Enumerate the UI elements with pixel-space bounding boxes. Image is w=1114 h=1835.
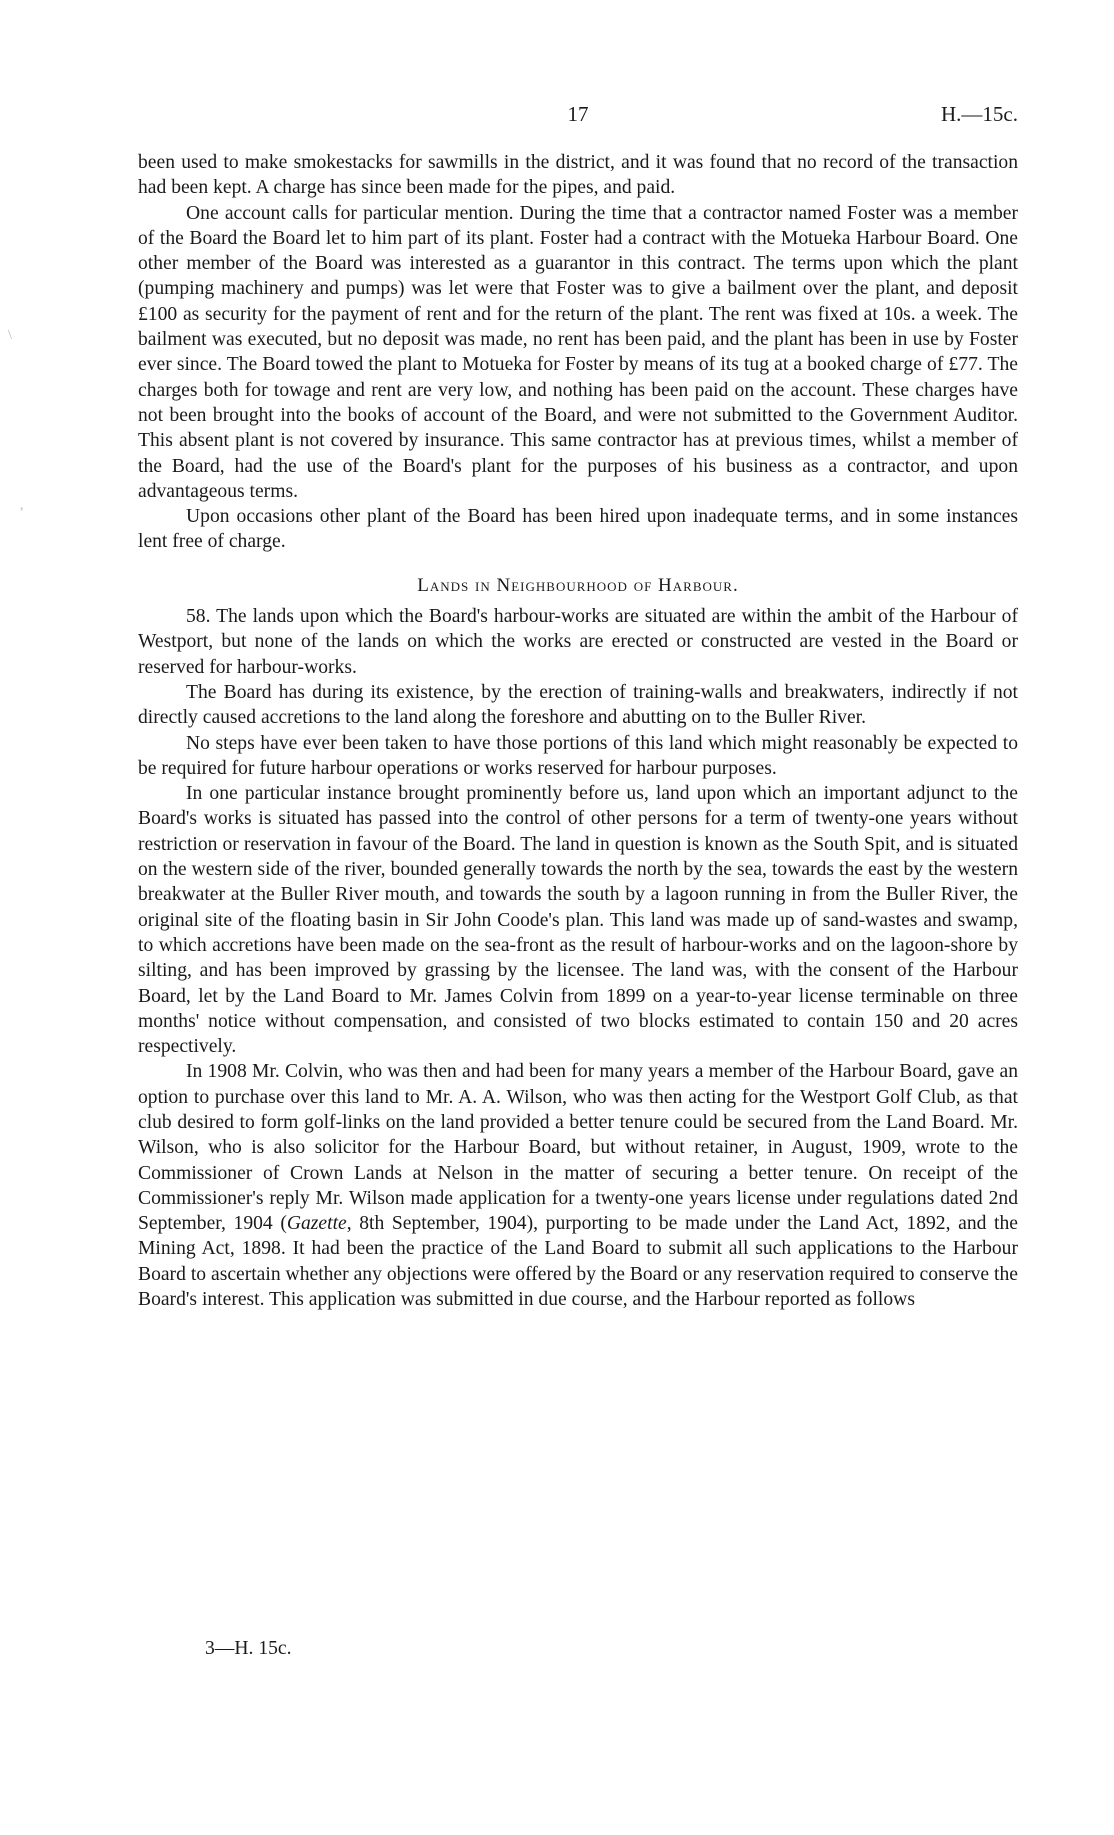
text-run: In 1908 Mr. Colvin, who was then and had been for many years a member of the Harbour Board, gave an option to purchase over this land to Mr. A. A. Wilson, who was then acting for the Westport Golf Club, as that club desired to form golf-links on the land provided a better tenure could be secured from the Land Board. Mr. Wilson, who is also solicitor for the Harbour Board, but without retainer, in August, 1909, wrote to the Commissioner of Crown Lands at Nelson in the matter of securing a better tenure. On receipt of the Commissioner's reply Mr. Wilson made application for a twenty-one years license under regulations dated 2nd September, 1904 ( <box>138 1061 1018 1235</box>
margin-mark: , <box>20 498 24 513</box>
paragraph-numbered: 58. The lands upon which the Board's harbour-works are situated are within the ambit of the Harbour of Westport, but none of the lands on which the works are erected or constructed are vested in the Board or reserved for harbour-works. <box>138 606 1018 678</box>
page-header <box>138 102 1018 132</box>
paragraph: The Board has during its existence, by the erection of training-walls and breakwaters, indirectly if not directly caused accretions to the land along the foreshore and abutting on to the Buller River. <box>138 681 1018 729</box>
italic-text: Gazette <box>286 1213 347 1235</box>
paragraph-continued: been used to make smokestacks for sawmills in the district, and it was found that no record of the transaction had been kept. A charge has since been made for the pipes, and paid. <box>138 152 1018 199</box>
paragraph-last <box>138 1059 1018 1312</box>
paragraph: One account calls for particular mention. During the time that a contractor named Foster was a member of the Board the Board let to him part of its plant. Foster had a contract with the Motueka Harbour Board. One other member of the Board was interested as a guarantor in this contract. The terms upon which the plant (pumping machinery and pumps) was let were that Foster was to give a bailment over the plant, and deposit £100 as security for the payment of rent and for the return of the plant. The rent was fixed at 10s. a week. The bailment was executed, but no deposit was made, no rent has been paid, and the plant has been in use by Foster ever since. The Board towed the plant to Motueka for Foster by means of its tug at a booked charge of £77. The charges both for towage and rent are very low, and nothing has been paid on the account. These charges have not been brought into the books of account of the Board, and were not submitted to the Government Auditor. This absent plant is not covered by insurance. This same contractor has at previous times, whilst a member of the Board, had the use of the Board's plant for the purposes of his business as a contractor, and upon advantageous terms. <box>138 202 1018 502</box>
paragraph: Upon occasions other plant of the Board has been hired upon inadequate terms, and in some instances lent free of charge. <box>138 506 1018 553</box>
paragraph: No steps have ever been taken to have those portions of this land which might reasonably be expected to be required for future harbour operations or works reserved for harbour purposes. <box>138 732 1018 779</box>
document-reference: H.—15c. <box>941 102 1018 126</box>
margin-mark: \ <box>8 328 12 343</box>
signature-reference: 3—H. 15c. <box>205 1638 292 1659</box>
page-number: 17 <box>567 102 589 126</box>
text-run: , 8th September, 1904), purporting to be made under the Land Act, 1892, and the Mining Act, 1898. It had been the practice of the Land Board to submit all such applications to the Harbour Board to ascertain whether any objections were offered by the Board or any reservation required to conserve the Board's interest. This application was submitted in due course, and the Harbour reported as follows <box>138 1213 1018 1311</box>
paragraph: In one particular instance brought prominently before us, land upon which an important adjunct to the Board's works is situated has passed into the control of other persons for a term of twenty-one years without restriction or reservation in favour of the Board. The land in question is known as the South Spit, and is situated on the western side of the river, bounded generally towards the north by the sea, towards the east by the western breakwater at the Buller River mouth, and towards the south by a lagoon running in from the Buller River, the original site of the floating basin in Sir John Coode's plan. This land was made up of sand-wastes and swamp, to which accretions have been made on the sea-front as the result of harbour-works and on the lagoon-shore by silting, and has been improved by grassing by the licensee. The land was, with the consent of the Harbour Board, let by the Land Board to Mr. James Colvin from 1899 on a year-to-year license terminable on three months' notice without compensation, and consisted of two blocks estimated to contain 150 and 20 acres respectively. <box>138 783 1018 1058</box>
section-heading: Lands in Neighbourhood of Harbour. <box>417 574 739 596</box>
document-body <box>138 150 1018 1312</box>
